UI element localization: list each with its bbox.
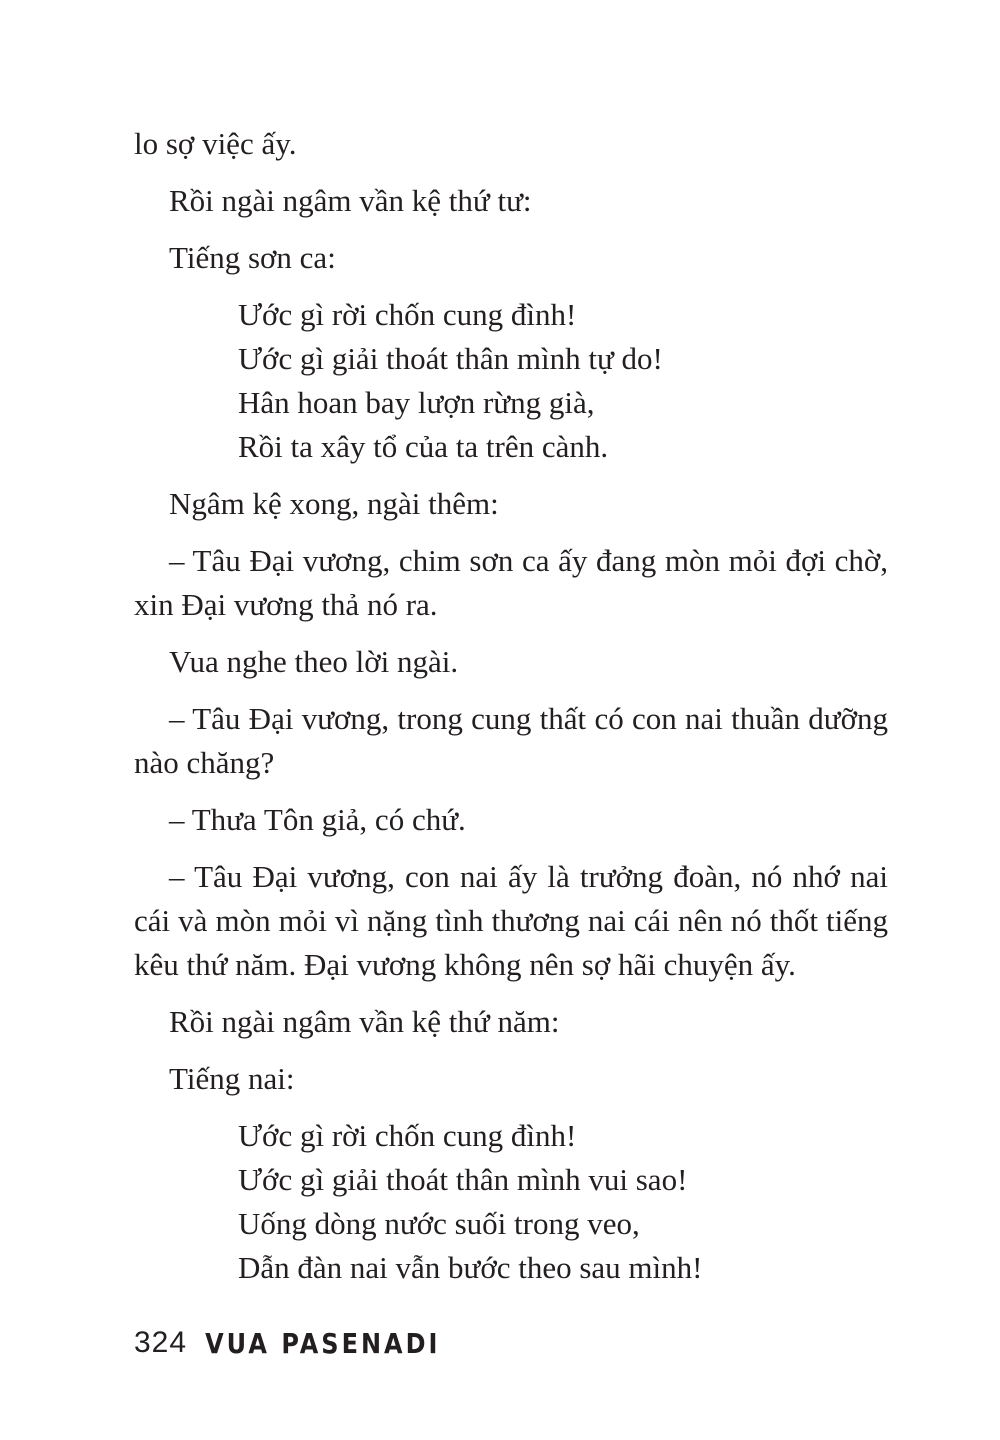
paragraph-deer-answer: – Thưa Tôn giả, có chứ. [169, 802, 466, 837]
running-title: VUA PASENADI [205, 1327, 441, 1361]
verse-line: Dẫn đàn nai vẫn bước theo sau mình! [238, 1250, 703, 1285]
paragraph-lark-label: Tiếng sơn ca: [169, 240, 336, 275]
paragraph-king-agrees: Vua nghe theo lời ngài. [169, 644, 459, 679]
paragraph-deer-question: – Tâu Đại vương, trong cung thất có con nai thuần dưỡng nào chăng? [134, 701, 888, 780]
verse-line: Ước gì giải thoát thân mình vui sao! [238, 1162, 688, 1197]
verse-line: Uống dòng nước suối trong veo, [238, 1206, 640, 1241]
verse-deer [238, 1114, 888, 1290]
verse-line: Ước gì giải thoát thân mình tự do! [238, 341, 663, 376]
paragraph-fifth-verse-intro: Rồi ngài ngâm vần kệ thứ năm: [169, 1004, 560, 1039]
verse-line: Rồi ta xây tổ của ta trên cành. [238, 429, 609, 464]
verse-line: Ước gì rời chốn cung đình! [238, 297, 577, 332]
page-body [134, 122, 888, 1303]
verse-line: Hân hoan bay lượn rừng già, [238, 385, 595, 420]
paragraph-deer-label: Tiếng nai: [169, 1061, 295, 1096]
paragraph-deer-explanation: – Tâu Đại vương, con nai ấy là trưởng đoàn, nó nhớ nai cái và mòn mỏi vì nặng tình thương nai cái nên nó thốt tiếng kêu thứ năm. Đại vương không nên sợ hãi chuyện ấy. [134, 859, 888, 982]
paragraph-after-verse: Ngâm kệ xong, ngài thêm: [169, 486, 499, 521]
paragraph-continuation: lo sợ việc ấy. [134, 126, 297, 161]
page-footer [134, 1326, 440, 1360]
verse-line: Ước gì rời chốn cung đình! [238, 1118, 577, 1153]
paragraph-release-lark: – Tâu Đại vương, chim sơn ca ấy đang mòn mỏi đợi chờ, xin Đại vương thả nó ra. [134, 543, 888, 622]
page-number: 324 [134, 1326, 188, 1359]
paragraph-fourth-verse-intro: Rồi ngài ngâm vần kệ thứ tư: [169, 183, 532, 218]
verse-lark [238, 293, 888, 469]
